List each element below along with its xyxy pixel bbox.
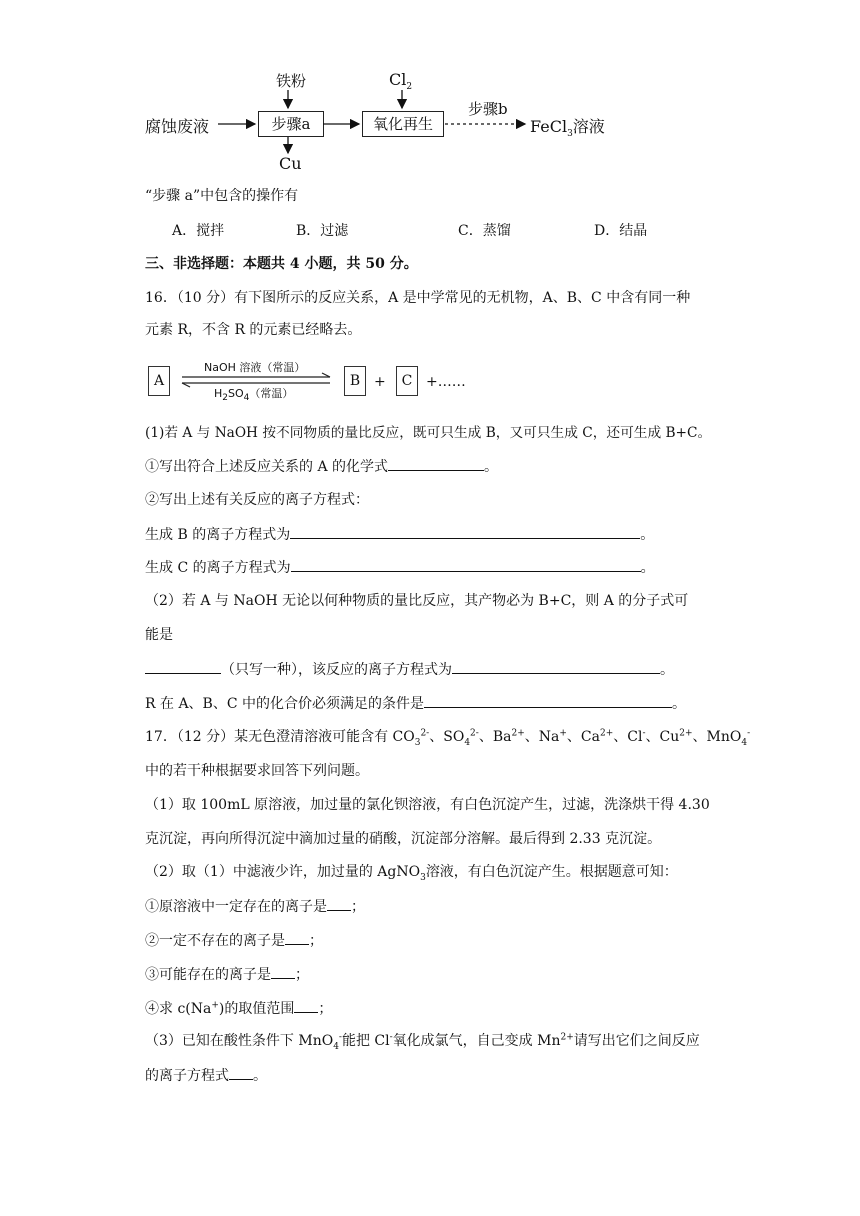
scheme-plus-2: +……: [426, 374, 466, 390]
q15-option-c: C．蒸馏: [458, 223, 511, 239]
flow-step-a: 步骤a: [271, 115, 311, 133]
scheme-equilibrium-arrows: [0, 0, 860, 420]
scheme-a-box: A: [148, 366, 170, 396]
scheme-top-label: NaOH 溶液（常温）: [204, 361, 306, 374]
q17-line-5: （2）取（1）中滤液少许，加过量的 AgNO$_3$溶液，有白色沉淀产生。根据题意可知：: [145, 864, 678, 883]
q17-line-4: 克沉淀，再向所得沉淀中滴加过量的硝酸，沉淀部分溶解。最后得到 2.33 克沉淀。: [145, 831, 662, 847]
q16-part1-b: ②写出上述有关反应的离子方程式：: [145, 492, 369, 508]
scheme-c-box: C: [396, 366, 418, 396]
flow-cl2: $Cl_2$: [389, 70, 413, 93]
q17-line-2: 中的若干种根据要求回答下列问题。: [145, 763, 369, 779]
q16-part2: （2）若 A 与 NaOH 无论以何种物质的量比反应，其产物必为 B+C，则 A 的分子式可: [145, 593, 689, 609]
answer-blank[interactable]: [145, 659, 221, 674]
q16-part2-d: R 在 A、B、C 中的化合价必须满足的条件是 。: [145, 693, 686, 714]
answer-blank[interactable]: [285, 930, 309, 945]
q16-part1-c: 生成 B 的离子方程式为 。: [145, 524, 654, 545]
flow-cu: Cu: [279, 154, 302, 173]
answer-blank[interactable]: [327, 896, 351, 911]
scheme-b-box: B: [344, 366, 366, 396]
answer-blank[interactable]: [229, 1065, 253, 1080]
answer-blank[interactable]: [271, 964, 295, 979]
q17-line-11: 的离子方程式 。: [145, 1065, 267, 1086]
section-heading: 三、非选择题：本题共 4 小题，共 50 分。: [145, 256, 418, 272]
q17-line-3: （1）取 100mL 原溶液，加过量的氯化钡溶液，有白色沉淀产生，过滤，洗涤烘干得 4.30: [145, 797, 710, 813]
q16-part1-d: 生成 C 的离子方程式为 。: [145, 557, 655, 578]
flow-product: FeCl$_3$溶液: [530, 117, 605, 140]
q16-intro-1: 16．（10 分）有下图所示的反应关系，A 是中学常见的无机物，A、B、C 中含有同一种: [145, 290, 691, 306]
q15-option-d: D．结晶: [594, 223, 648, 239]
flow-iron: 铁粉: [276, 72, 307, 90]
q15-option-a: A．搅拌: [172, 223, 225, 239]
q17-line-6: ①原溶液中一定存在的离子是 ；: [145, 896, 365, 917]
flow-input: 腐蚀废液: [145, 117, 210, 136]
q15-stem: “步骤 a”中包含的操作有: [145, 188, 299, 204]
scheme-bottom-label: $H_2SO_4$（常温）: [214, 387, 294, 404]
q16-part2-c: （只写一种），该反应的离子方程式为 。: [145, 659, 674, 680]
q17-line-10: （3）已知在酸性条件下 MnO$_4$-能把 Cl-氧化成氯气，自己变成 $Mn^{2+}$请写出它们之间反应: [145, 1032, 700, 1052]
answer-blank[interactable]: [294, 998, 318, 1013]
q17-line-8: ③可能存在的离子是 ；: [145, 964, 309, 985]
q16-part1-a: ①写出符合上述反应关系的 A 的化学式 。: [145, 456, 498, 477]
flow-regen: 氧化再生: [372, 115, 433, 133]
q17-line-1: 17．（12 分）某无色澄清溶液可能含有 $CO_3^{2-}$、$SO_4^{2-}$、$Ba^{2+}$、Na+、$Ca^{2+}$、Cl-、$Cu^{2+}$、MnO$_4$-: [145, 728, 751, 748]
answer-blank[interactable]: [291, 557, 641, 572]
q17-line-7: ②一定不存在的离子是 ；: [145, 930, 323, 951]
answer-blank[interactable]: [424, 693, 672, 708]
scheme-plus-1: +: [374, 374, 386, 390]
q16-part1: (1)若 A 与 NaOH 按不同物质的量比反应，既可只生成 B，又可只生成 C，还可生成 B+C。: [145, 425, 712, 441]
q16-part2-b: 能是: [145, 627, 173, 643]
q17-line-9: ④求 c(Na+)的取值范围 ；: [145, 998, 332, 1019]
answer-blank[interactable]: [452, 659, 660, 674]
flow-step-b: 步骤b: [468, 100, 508, 118]
q16-intro-2: 元素 R，不含 R 的元素已经略去。: [145, 322, 362, 338]
q15-option-b: B．过滤: [296, 223, 349, 239]
answer-blank[interactable]: [388, 456, 484, 471]
answer-blank[interactable]: [290, 524, 640, 539]
